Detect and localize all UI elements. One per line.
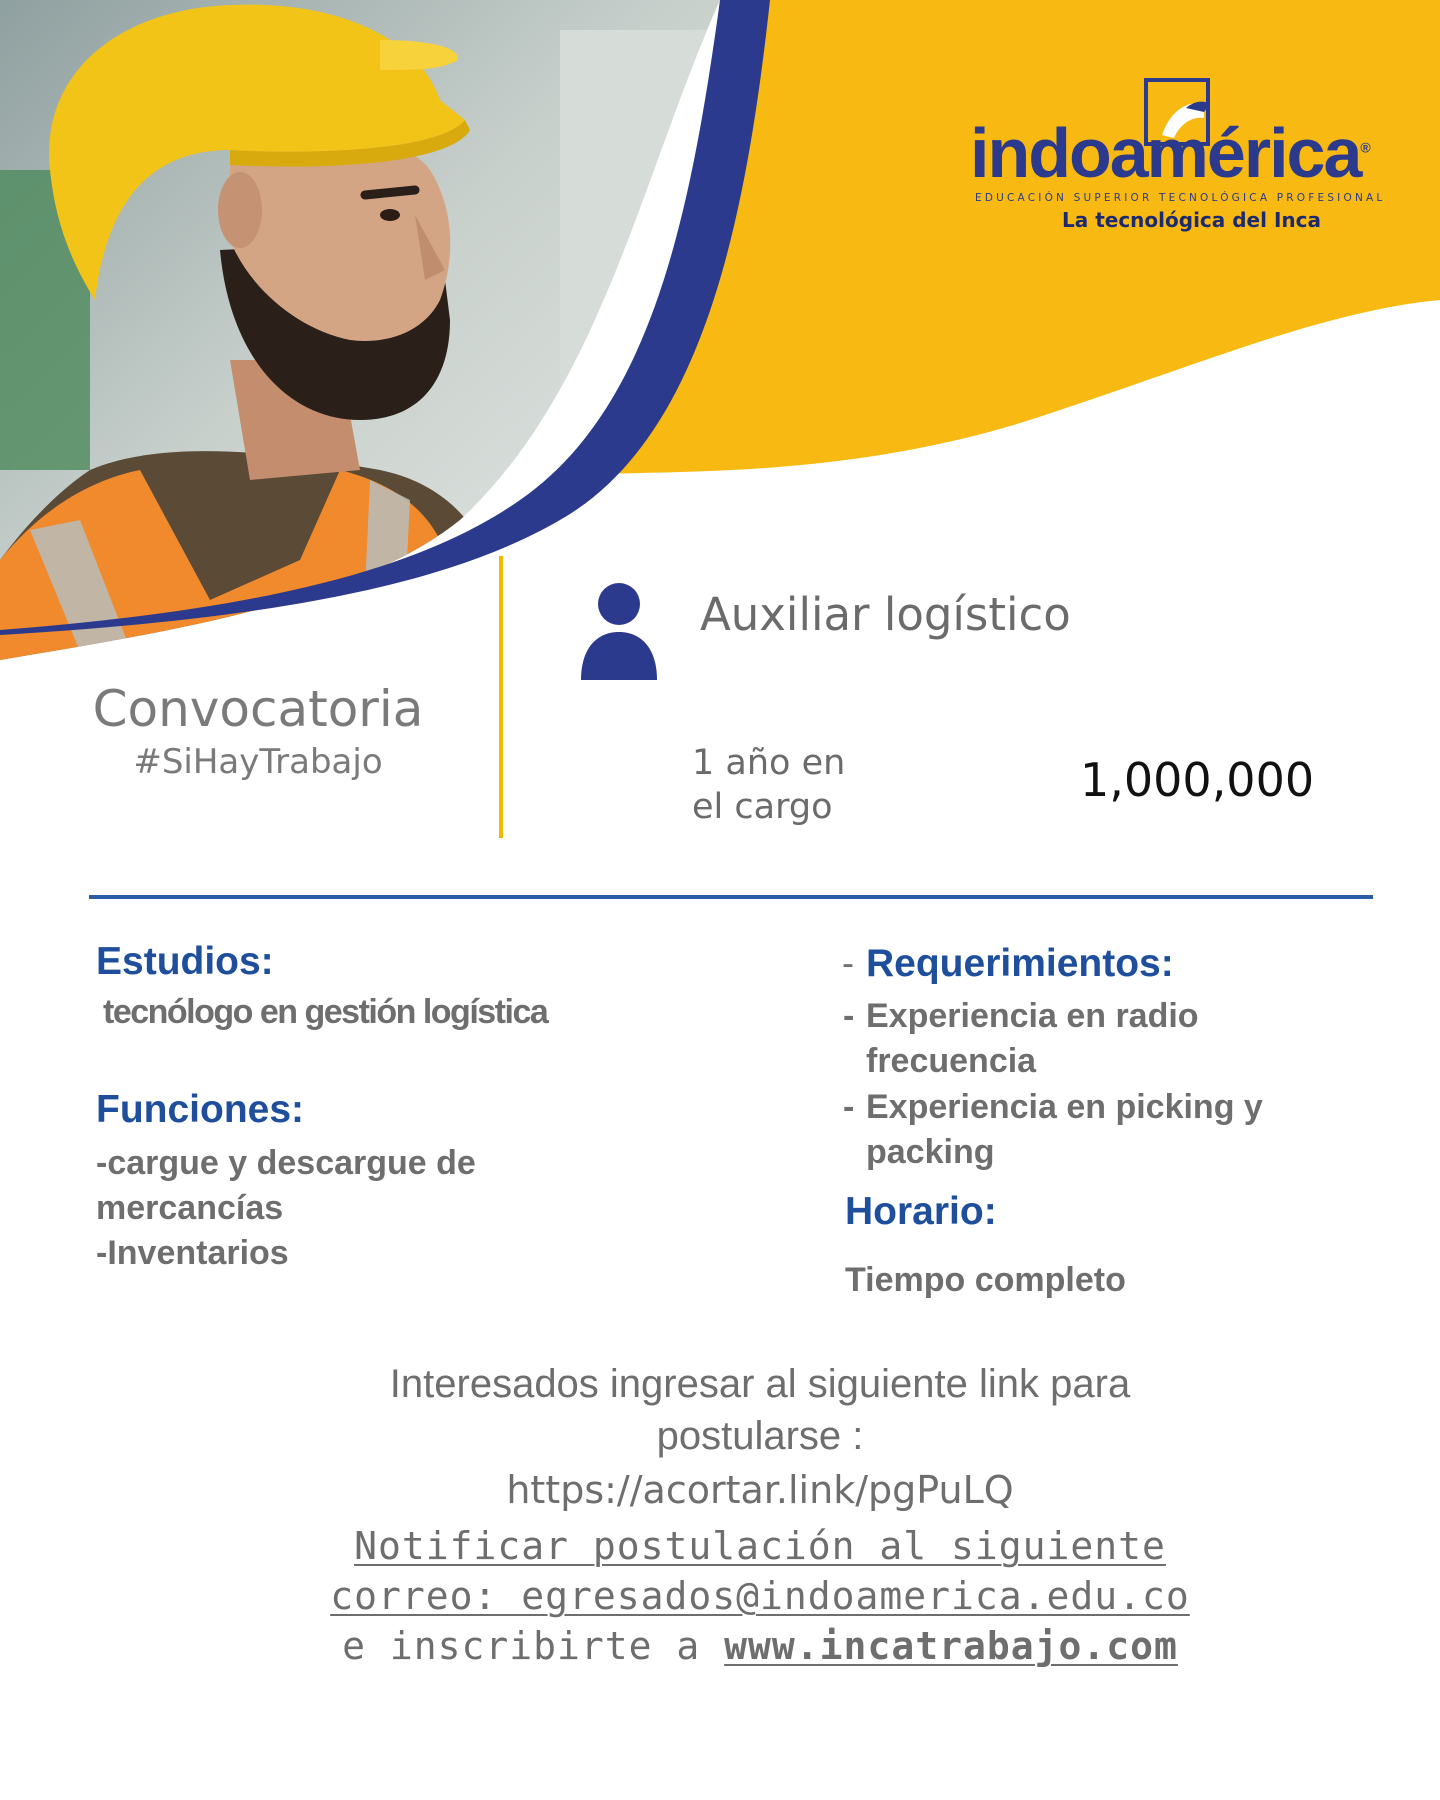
funciones-item: -cargue y descargue de mercancías [96, 1144, 476, 1227]
experience-line-2: el cargo [692, 787, 833, 827]
requerimientos-item: Experiencia en picking y packing [866, 1088, 1263, 1171]
brand-slogan: La tecnológica del Inca [1062, 208, 1321, 232]
convocatoria-hashtag: #SiHayTrabajo [133, 742, 383, 782]
vertical-divider [499, 556, 503, 838]
estudios-text: tecnólogo en gestión logística [103, 993, 548, 1031]
requerimientos-item: Experiencia en radio frecuencia [866, 997, 1199, 1080]
funciones-heading: Funciones: [96, 1088, 305, 1131]
salary-amount: 1,000,000 [1080, 753, 1315, 807]
brand-tagline: EDUCACIÓN SUPERIOR TECNOLÓGICA PROFESIONAL [975, 192, 1386, 204]
notify-email-text[interactable]: correo: egresados@indoamerica.edu.co [330, 1574, 1190, 1618]
notify-line-1 [240, 1524, 1280, 1568]
footer-line-1: Interesados ingresar al siguiente link para [389, 1362, 1131, 1406]
horizontal-divider [89, 895, 1373, 899]
application-link[interactable]: https://acortar.link/pgPuLQ [506, 1468, 1014, 1512]
requerimientos-dash: - [842, 942, 854, 983]
notify-email[interactable] [240, 1574, 1280, 1618]
brand-name-text: indoamérica [970, 114, 1361, 192]
notify-line-1-text: Notificar postulación al siguiente [354, 1524, 1166, 1568]
convocatoria-title: Convocatoria [92, 680, 424, 738]
registered-mark: ® [1360, 139, 1371, 156]
requerimientos-heading: Requerimientos: [866, 942, 1174, 985]
funciones-item: -Inventarios [96, 1234, 289, 1272]
requerimientos-dash: - [843, 997, 855, 1035]
dollar-symbol: $ [995, 752, 1025, 806]
register-prefix: e inscribirte a [342, 1624, 725, 1668]
horario-heading: Horario: [845, 1190, 997, 1233]
footer-line-2: postularse : [656, 1414, 864, 1458]
register-line [240, 1624, 1280, 1668]
register-link[interactable]: www.incatrabajo.com [724, 1624, 1178, 1668]
experience-text [692, 741, 902, 829]
horario-text: Tiempo completo [845, 1261, 1126, 1299]
estudios-heading: Estudios: [96, 940, 274, 983]
requerimientos-dash: - [843, 1088, 855, 1126]
brand-name [970, 114, 1371, 192]
experience-line-1: 1 año en [692, 743, 846, 783]
job-title: Auxiliar logístico [700, 588, 1071, 641]
person-icon [581, 583, 657, 680]
